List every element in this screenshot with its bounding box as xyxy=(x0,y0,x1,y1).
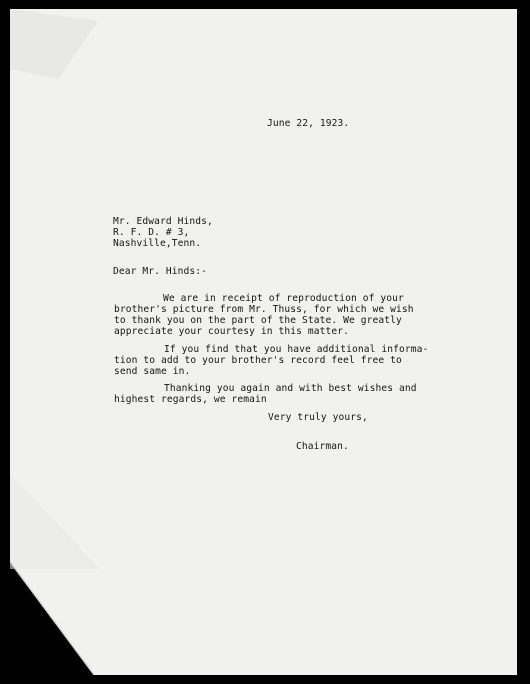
recipient-city: Nashville,Tenn. xyxy=(113,238,202,249)
letter-date: June 22, 1923. xyxy=(267,118,350,129)
salutation: Dear Mr. Hinds:- xyxy=(113,266,208,277)
paragraph-3-line: highest regards, we remain xyxy=(114,394,267,405)
paragraph-2-line: tion to add to your brother's record feel free to xyxy=(114,355,402,366)
paragraph-1-line: We are in receipt of reproduction of your xyxy=(163,293,404,304)
complimentary-close: Very truly yours, xyxy=(268,412,368,423)
paragraph-1-line: to thank you on the part of the State. We greatly xyxy=(114,315,402,326)
paragraph-3-line: Thanking you again and with best wishes and xyxy=(164,383,417,394)
recipient-name: Mr. Edward Hinds, xyxy=(113,216,213,227)
paragraph-2-line: send same in. xyxy=(114,366,191,377)
paragraph-1-line: brother's picture from Mr. Thuss, for which we wish xyxy=(114,304,414,315)
paragraph-2-line: If you find that you have additional informa- xyxy=(164,344,429,355)
recipient-route: R. F. D. # 3, xyxy=(113,227,190,238)
paragraph-1-line: appreciate your courtesy in this matter. xyxy=(114,326,350,337)
signature-title: Chairman. xyxy=(296,441,349,452)
